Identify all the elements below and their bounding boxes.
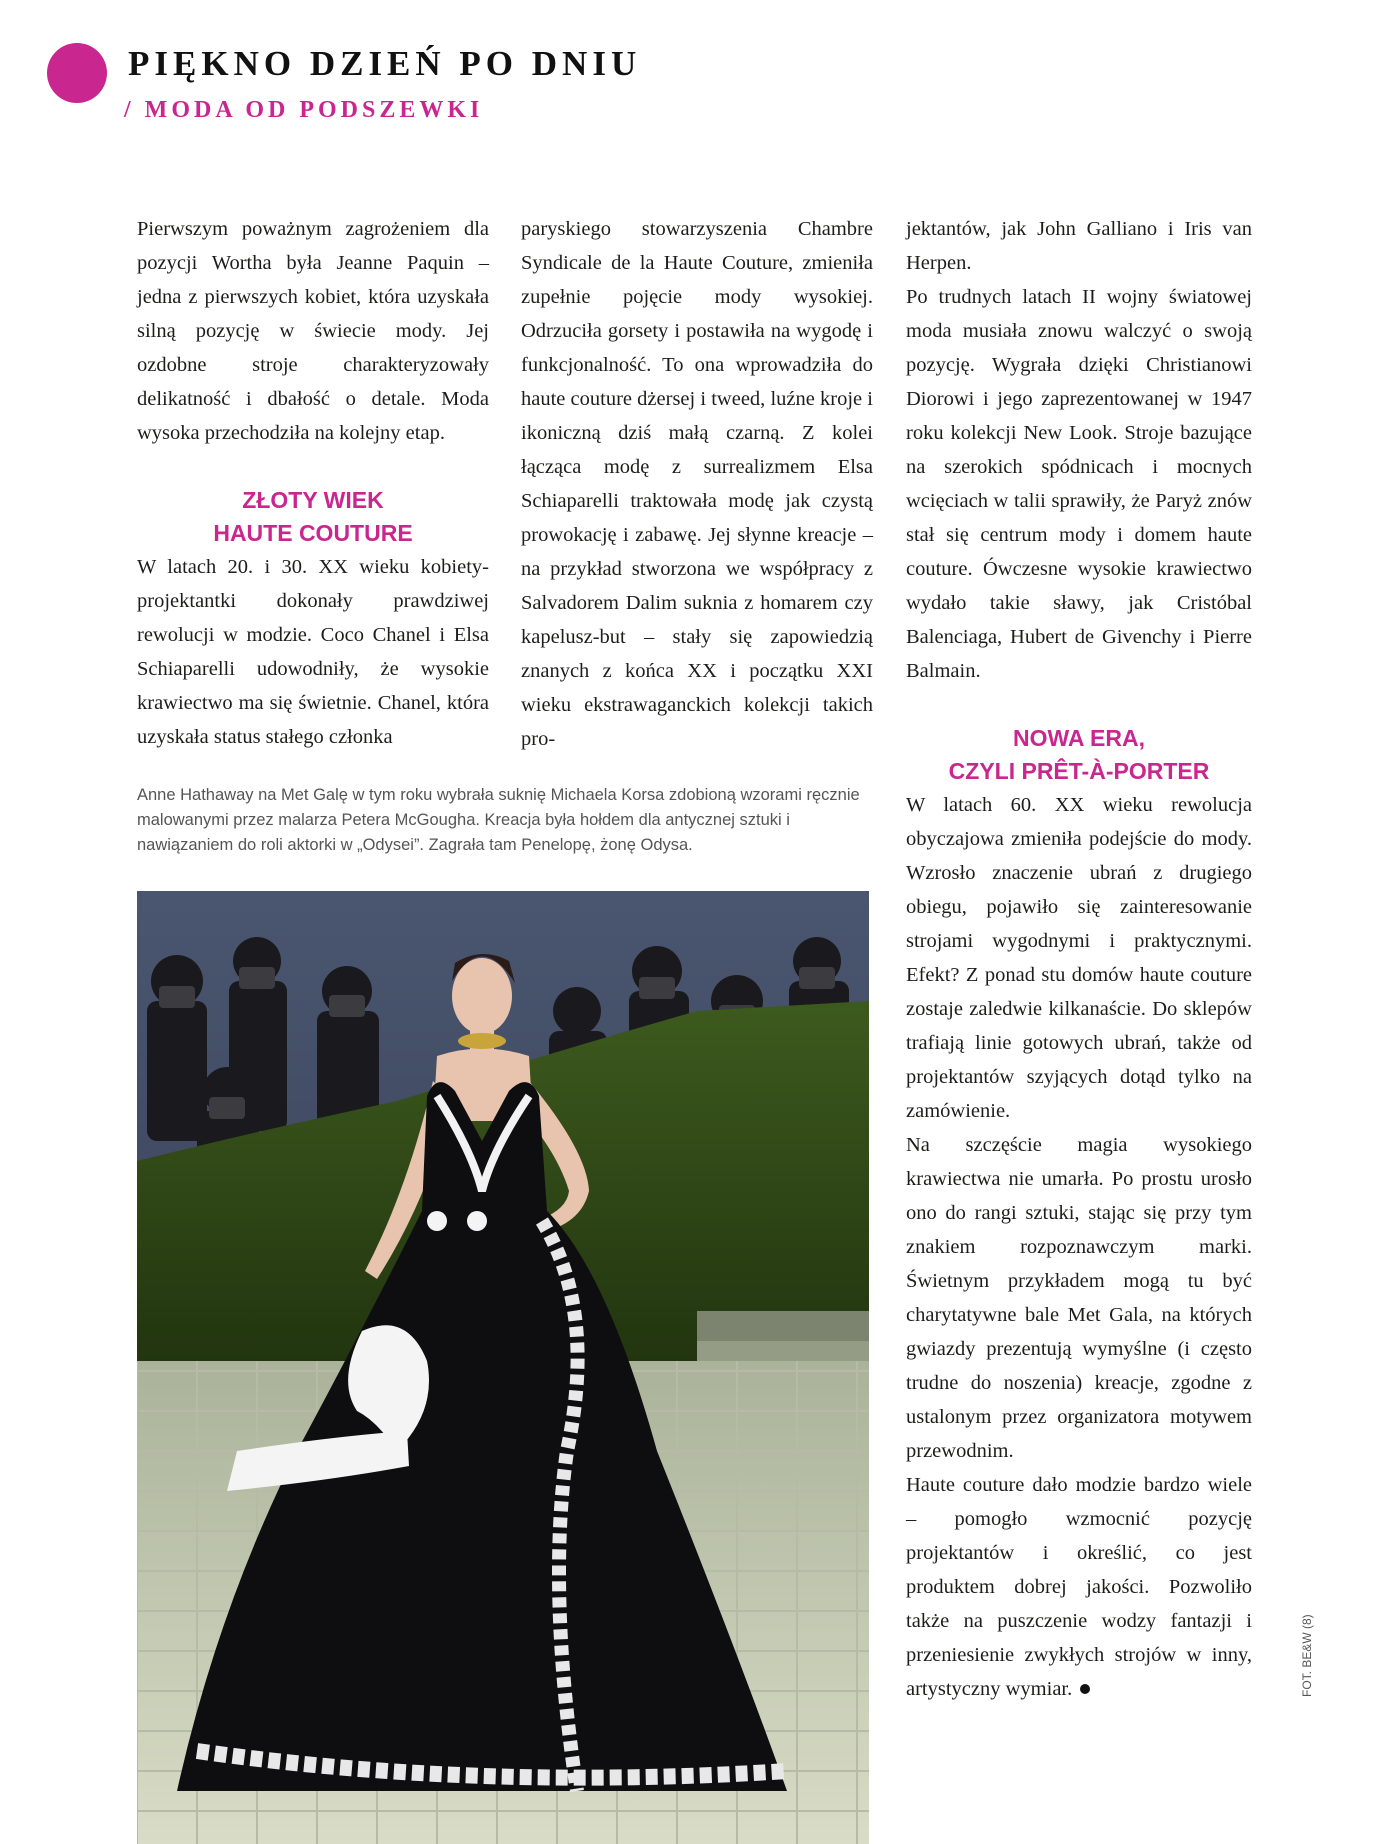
section-subtitle: / MODA OD PODSZEWKI bbox=[124, 97, 484, 123]
section-dot bbox=[47, 43, 107, 103]
section-title: PIĘKNO DZIEŃ PO DNIU bbox=[128, 44, 642, 83]
paragraph: Pierwszym poważnym zagrożeniem dla pozycji Wortha była Jeanne Paquin – jedna z pierwszych kobiet, która uzyskała silną pozycję w świecie mody. Jej ozdobne stroje charakteryzowały delikatność i dbałość o detale. Moda wysoka przechodziła na kolejny etap. bbox=[137, 218, 489, 444]
subhead-new-era bbox=[906, 722, 1252, 788]
photo-credit: FOT. BE&W (8) bbox=[1300, 1614, 1314, 1697]
subhead-line: NOWA ERA, bbox=[1012, 725, 1146, 751]
paragraph: Na szczęście magia wysokiego krawiectwa nie umarła. Po prostu urosło ono do rangi sztuki, stając się przy tym znakiem rozpoznawczym marki. Świetnym przykładem mogą tu być charytatywne bale Met Gala, na których gwiazdy prezentują wymyślne (i często trudne do noszenia) kreacje, zgodne z ustalonym przez organizatora motywem przewodnim. bbox=[906, 1134, 1252, 1462]
photo-caption: Anne Hathaway na Met Galę w tym roku wybrała suknię Michaela Korsa zdobioną wzorami ręcznie malowanymi przez malarza Petera McGougha. Kreacja była hołdem dla antycznej sztuki i nawiązaniem do roli aktorki w „Odysei”. Zagrała tam Penelopę, żonę Odysa. bbox=[137, 786, 860, 854]
subhead-line: CZYLI PRÊT-À-PORTER bbox=[948, 758, 1210, 784]
paragraph: paryskiego stowarzyszenia Chambre Syndicale de la Haute Couture, zmieniła zupełnie pojęcie mody wysokiej. Odrzuciła gorsety i postawiła na wygodę i funkcjonalność. To ona wprowadziła do haute couture dżersej i tweed, luźne kroje i ikoniczną dziś małą czarną. Z kolei łącząca modę z surrealizmem Elsa Schiaparelli traktowała modę jak czystą prowokację i zabawę. Jej słynne kreacje – na przykład stworzona we współpracy z Salvadorem Dalim suknia z homarem czy kapelusz-but – stały się zapowiedzią znanych z końca XX i początku XXI wieku ekstrawaganckich kolekcji takich pro- bbox=[521, 218, 873, 750]
paragraph: W latach 60. XX wieku rewolucja obyczajowa zmieniła podejście do mody. Wzrosło znaczenie ubrań z drugiego obiegu, pojawiło się zainteresowanie strojami wygodnymi i praktycznymi. Efekt? Z ponad stu domów haute couture zostaje zaledwie kilkanaście. Do sklepów trafiają linie gotowych ubrań, także od projektantów szyjących dotąd tylko na zamówienie. bbox=[906, 794, 1252, 1122]
subhead-golden-age bbox=[137, 484, 489, 550]
paragraph-last bbox=[906, 1468, 1252, 1706]
paragraph: jektantów, jak John Galliano i Iris van Herpen. bbox=[906, 218, 1252, 274]
article-column-1 bbox=[137, 212, 489, 754]
subhead-line: HAUTE COUTURE bbox=[213, 520, 413, 546]
article-column-3 bbox=[906, 212, 1252, 1706]
subhead-line: ZŁOTY WIEK bbox=[242, 487, 384, 513]
paragraph: Po trudnych latach II wojny światowej moda musiała znowu walczyć o swoją pozycję. Wygrała dzięki Christianowi Diorowi i jego zaprezentowanej w 1947 roku kolekcji New Look. Stroje bazujące na szerokich spódnicach i mocnych wcięciach w talii sprawiły, że Paryż znów stał się centrum mody i domem haute couture. Ówczesne wysokie krawiectwo wydało takie sławy, jak Cristóbal Balenciaga, Hubert de Givenchy i Pierre Balmain. bbox=[906, 286, 1252, 682]
paragraph: W latach 20. i 30. XX wieku kobiety-projektantki dokonały prawdziwej rewolucji w modzie. Coco Chanel i Elsa Schiaparelli udowodniły, że wysokie krawiectwo ma się świetnie. Chanel, która uzyskała status stałego członka bbox=[137, 556, 489, 748]
end-mark bbox=[1080, 1684, 1090, 1694]
photo-met-gala bbox=[137, 891, 869, 1844]
paragraph-text: Haute couture dało modzie bardzo wiele – pomogło wzmocnić pozycję projektantów i określić, co jest produktem dobrej jakości. Pozwoliło także na puszczenie wodzy fantazji i przeniesienie zwykłych strojów w inny, artystyczny wymiar. bbox=[906, 1474, 1252, 1700]
photo-illustration bbox=[137, 891, 869, 1844]
article-column-2 bbox=[521, 212, 873, 756]
